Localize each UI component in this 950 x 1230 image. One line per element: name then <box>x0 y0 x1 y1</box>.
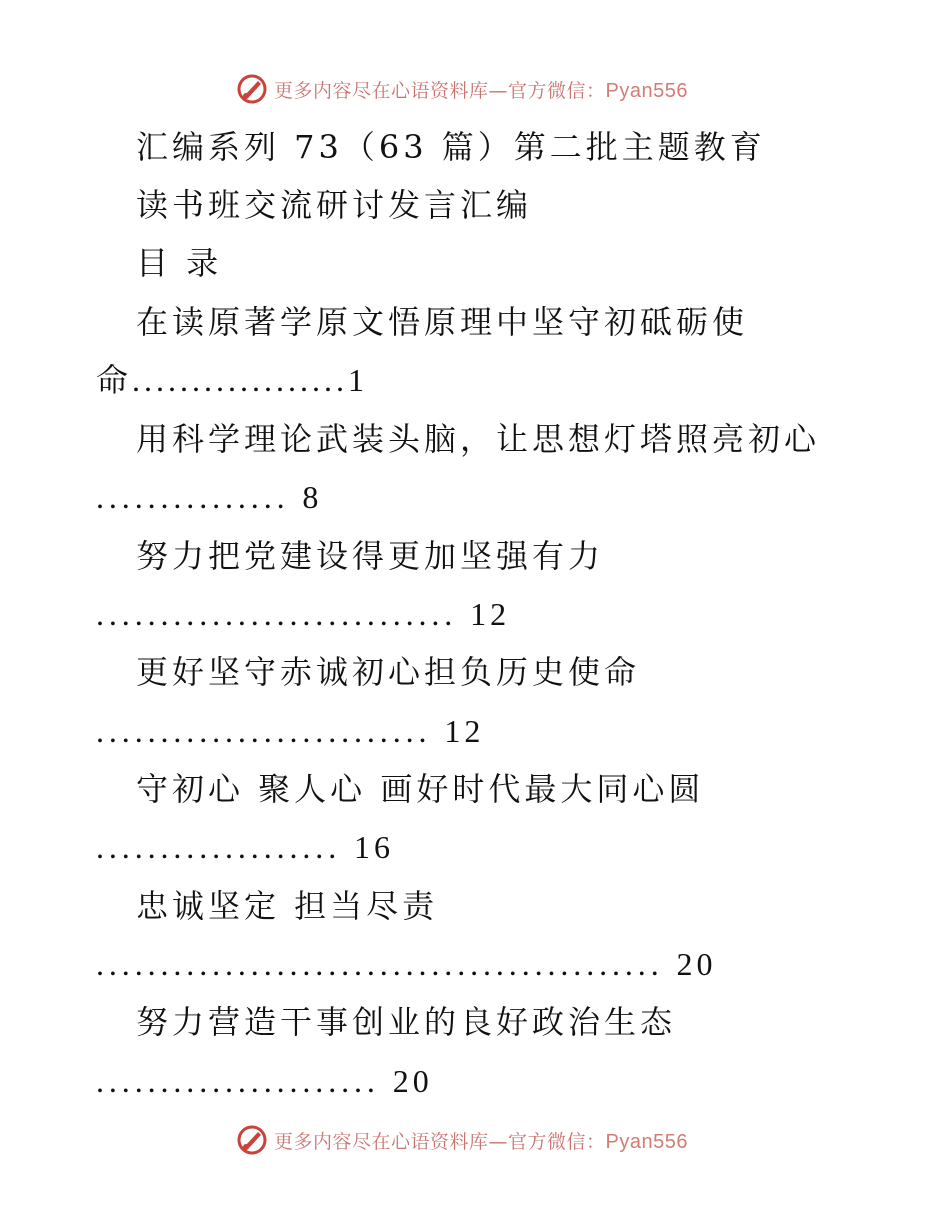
document-title-line-1: 汇编系列 73（63 篇）第二批主题教育 <box>136 128 766 166</box>
toc-page-number: 12 <box>444 713 485 749</box>
watermark-text: 更多内容尽在心语资料库—官方微信：Pyan556 <box>274 1130 688 1153</box>
watermark-text: 更多内容尽在心语资料库—官方微信：Pyan556 <box>274 79 688 102</box>
toc-leader-dots: ............................................ <box>96 946 677 982</box>
toc-entry-leader-line <box>96 944 717 984</box>
toc-page-number: 1 <box>348 362 369 398</box>
brush-logo-icon <box>236 73 268 105</box>
toc-entry-title: 守初心 聚人心 画好时代最大同心圆 <box>136 770 705 808</box>
toc-page-number: 16 <box>354 829 394 865</box>
toc-entry-leader-line <box>96 1061 433 1101</box>
toc-leader-dots: .................. <box>132 362 349 398</box>
toc-entry-title: 忠诚坚定 担当尽责 <box>136 887 439 925</box>
wechat-id: Pyan556 <box>605 79 688 102</box>
toc-leader-dots: .......................... <box>96 713 445 749</box>
toc-entry-title: 努力把党建设得更加坚强有力 <box>136 537 605 575</box>
toc-entry-leader-line <box>96 711 484 751</box>
wechat-id: Pyan556 <box>605 1130 688 1153</box>
toc-leader-dots: ................... <box>96 829 354 865</box>
watermark-footer <box>236 1123 688 1157</box>
toc-leader-dots: ...................... <box>96 1063 393 1099</box>
toc-page-number: 8 <box>302 479 323 515</box>
toc-entry-leader-line <box>96 827 394 867</box>
toc-page-number: 12 <box>470 596 511 632</box>
toc-leader-dots: ............... <box>96 479 303 515</box>
toc-entry-leader-line <box>96 477 322 517</box>
toc-entry-title-tail: 命 <box>96 361 133 399</box>
toc-entry-leader-line <box>96 360 368 400</box>
toc-entry-title: 努力营造干事创业的良好政治生态 <box>136 1003 677 1041</box>
toc-page-number: 20 <box>392 1063 433 1099</box>
toc-heading: 目 录 <box>136 244 223 282</box>
toc-entry-title: 用科学理论武装头脑，让思想灯塔照亮初心 <box>136 420 821 458</box>
toc-entry-leader-line <box>96 594 510 634</box>
toc-entry-title: 在读原著学原文悟原理中坚守初砥砺使 <box>136 303 749 341</box>
toc-entry-title: 更好坚守赤诚初心担负历史使命 <box>136 653 641 691</box>
document-title-line-2: 读书班交流研讨发言汇编 <box>136 186 533 224</box>
brush-logo-icon <box>236 1124 268 1156</box>
toc-leader-dots: ............................ <box>96 596 471 632</box>
watermark-header <box>236 72 688 106</box>
toc-page-number: 20 <box>676 946 717 982</box>
